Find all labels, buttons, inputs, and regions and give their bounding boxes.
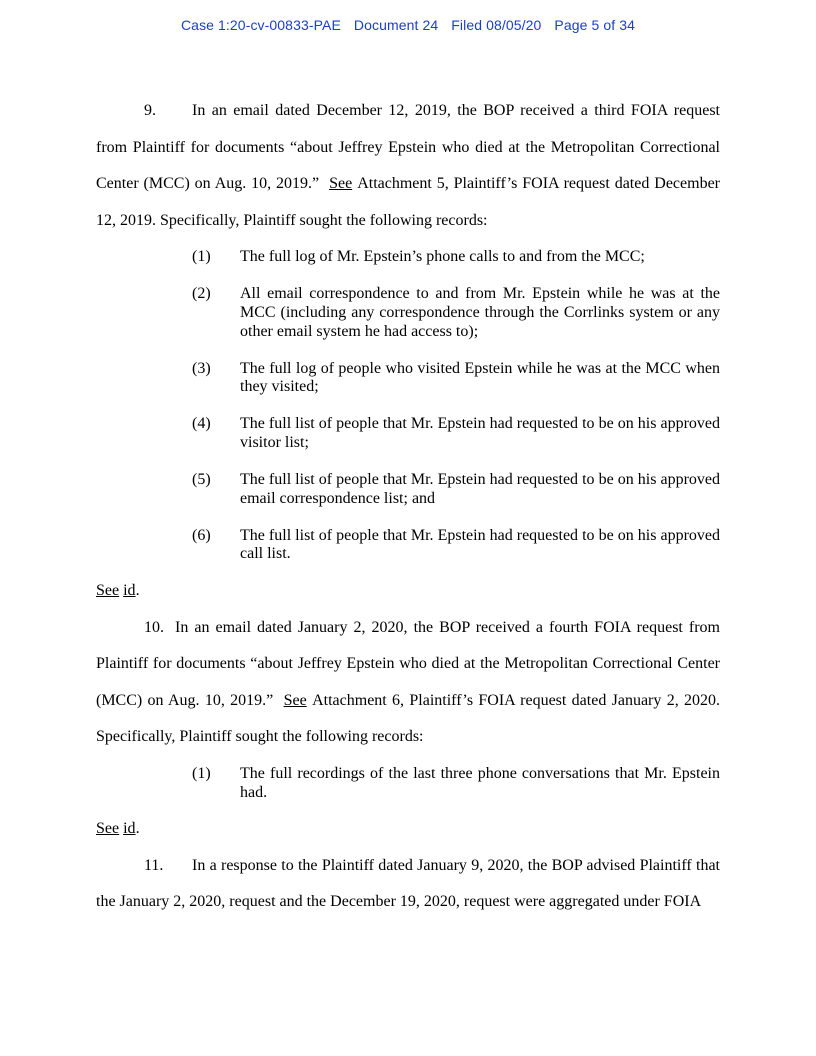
list-item xyxy=(192,360,720,397)
numbered-list-10 xyxy=(192,765,720,802)
list-item-number: (1) xyxy=(192,764,211,782)
see-citation: See xyxy=(96,820,120,838)
citation-period: . xyxy=(135,582,140,599)
see-id-citation xyxy=(96,573,720,610)
list-item-text: All email correspondence to and from Mr. Epstein while he was at the MCC (including any correspondence through the Corrlinks system or any other email system he had access to); xyxy=(240,285,720,340)
list-item-text: The full list of people that Mr. Epstein had requested to be on his approved call list. xyxy=(240,526,720,563)
paragraph-text: Attachment 5, Plaintiff’s FOIA request dated December 12, 2019. Specifically, Plaintiff sought the following records: xyxy=(96,175,720,229)
document-body xyxy=(96,33,720,921)
list-item-text: The full list of people that Mr. Epstein had requested to be on his approved visitor list; xyxy=(240,415,720,452)
numbered-list-9 xyxy=(192,248,720,564)
list-item-number: (4) xyxy=(192,415,211,433)
paragraph-number: 9. xyxy=(144,102,156,119)
list-item xyxy=(192,248,720,267)
list-item xyxy=(192,415,720,452)
list-item xyxy=(192,285,720,341)
document-number: Document 24 xyxy=(353,17,439,33)
see-id-citation xyxy=(96,811,720,848)
paragraph-text: In an email dated January 2, 2020, the BOP received a fourth FOIA request from Plaintiff for documents “about Jeffrey Epstein who died at the Metropolitan Correctional Center (MCC) on Aug. 10, 2019.” xyxy=(96,618,720,709)
paragraph-text: Attachment 6, Plaintiff’s FOIA request dated January 2, 2020. Specifically, Plaintiff sought the following records: xyxy=(96,691,721,746)
see-citation: See xyxy=(329,175,353,193)
paragraph-number: 11. xyxy=(144,856,164,874)
list-item xyxy=(192,471,720,508)
list-item-number: (5) xyxy=(192,471,211,489)
list-item-text: The full log of people who visited Epstein while he was at the MCC when they visited; xyxy=(240,359,720,396)
list-item-text: The full list of people that Mr. Epstein had requested to be on his approved email correspondence list; and xyxy=(240,471,720,507)
case-number: Case 1:20-cv-00833-PAE xyxy=(180,17,341,33)
list-item-number: (3) xyxy=(192,359,211,377)
paragraph-10 xyxy=(96,610,720,756)
list-item xyxy=(192,527,720,564)
paragraph-9 xyxy=(96,93,720,239)
list-item-text: The full log of Mr. Epstein’s phone calls to and from the MCC; xyxy=(240,248,645,266)
page-number: Page 5 of 34 xyxy=(554,17,636,33)
list-item-text: The full recordings of the last three phone conversations that Mr. Epstein had. xyxy=(240,764,720,801)
case-stamp-header xyxy=(0,0,816,33)
see-citation: See xyxy=(96,582,120,599)
paragraph-text: In a response to the Plaintiff dated January 9, 2020, the BOP advised Plaintiff that the January 2, 2020, request and the December 19, 2020, request were aggregated under FOIA xyxy=(96,856,720,911)
list-item xyxy=(192,765,720,802)
citation-period: . xyxy=(135,820,140,838)
list-item-number: (2) xyxy=(192,285,211,303)
id-citation: id xyxy=(123,582,136,599)
list-item-number: (1) xyxy=(192,248,211,266)
list-item-number: (6) xyxy=(192,526,211,544)
filed-date: Filed 08/05/20 xyxy=(451,17,542,33)
paragraph-number: 10. xyxy=(144,618,164,636)
paragraph-text: In an email dated December 12, 2019, the BOP received a third FOIA request from Plaintiff for documents “about Jeffrey Epstein who died at the Metropolitan Correctional Center (MCC) on Aug. 10, 2019.” xyxy=(96,102,720,193)
see-citation: See xyxy=(283,691,307,709)
id-citation: id xyxy=(123,820,136,838)
paragraph-11 xyxy=(96,848,720,921)
